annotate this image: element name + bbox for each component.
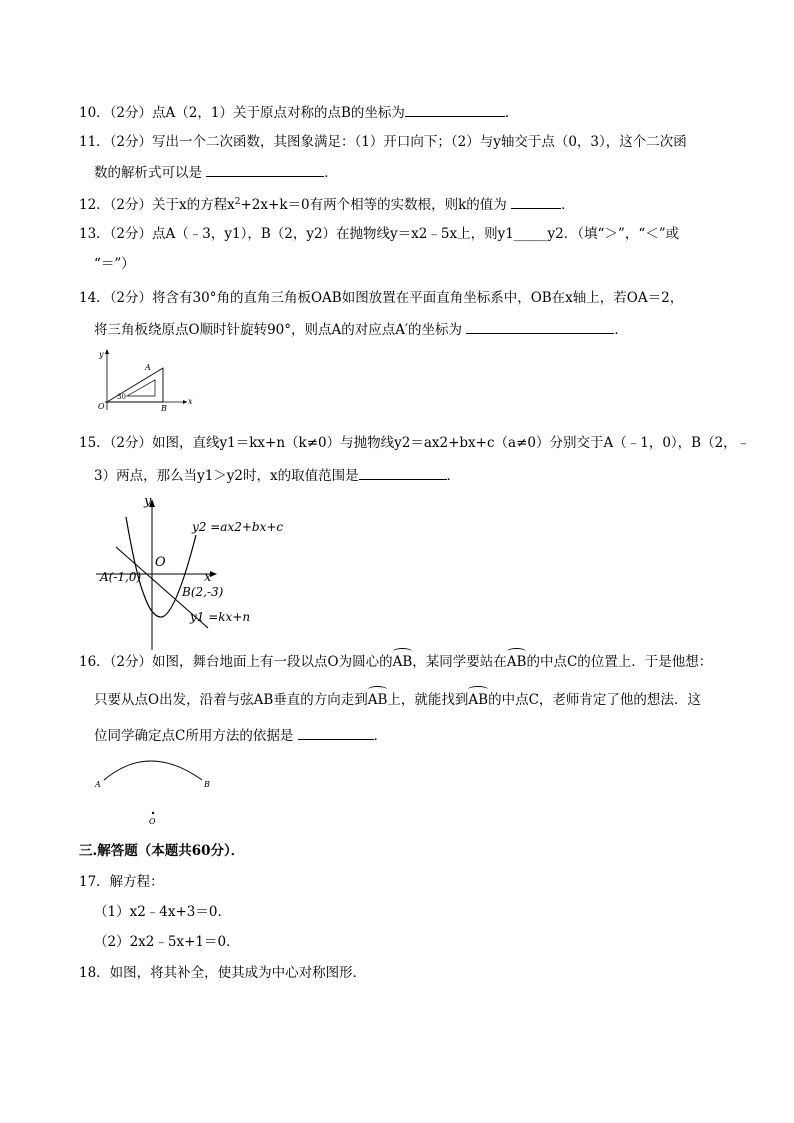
q16-text-line3: 位同学确定点C所用方法的依据是	[94, 728, 294, 744]
question-14-line2	[94, 320, 628, 339]
q16-arc-ab-1: AB	[392, 654, 413, 670]
q14-label-x: x	[188, 397, 193, 406]
q13-score: （2分）	[109, 226, 153, 242]
q14-end: ．	[614, 322, 628, 338]
q15-label-line: y1 =kx+n	[190, 610, 251, 624]
q11-score: （2分）	[109, 134, 153, 150]
q16-text-line1b: ，某同学要站在	[412, 654, 507, 670]
q12-number: 12．	[79, 197, 110, 213]
question-13-line1	[79, 225, 679, 243]
question-14-line1	[79, 289, 683, 307]
q16-text-line1a: 如图，舞台地面上有一段以点O为圆心的	[152, 654, 393, 670]
q13-text-line2: “＝”）	[94, 256, 135, 272]
q15-label-parabola: y2 =ax2+bx+c	[192, 520, 284, 534]
q15-label-y: y	[144, 494, 152, 509]
q12-text-pre: 关于x的方程x	[152, 197, 235, 213]
q16-answer-blank[interactable]	[298, 726, 374, 740]
q14-number: 14．	[79, 290, 110, 306]
q12-text-mid: +2x+k＝0有两个相等的实数根，则k的值为	[240, 197, 507, 213]
q14-triangle-inner	[127, 380, 155, 396]
q14-score: （2分）	[109, 290, 153, 306]
q13-number: 13．	[79, 226, 110, 242]
q15-label-o: O	[155, 555, 166, 570]
q10-end: ．	[504, 105, 519, 121]
q15-score: （2分）	[109, 435, 153, 451]
q10-text: 点A（2，1）关于原点对称的点B的坐标为	[152, 105, 405, 121]
question-13-line2	[94, 255, 135, 273]
q11-text-line2: 数的解析式可以是	[94, 165, 202, 181]
q10-score: （2分）	[109, 105, 153, 121]
q14-angle-label: 30	[117, 393, 126, 401]
q16-label-b: B	[204, 780, 210, 789]
q12-exponent: 2	[234, 197, 241, 207]
q16-arc-ab-3: AB	[367, 692, 388, 708]
q16-text-line1c: 的中点C的位置上．于是他想：	[526, 654, 713, 670]
q16-label-a: A	[95, 780, 101, 789]
q15-label-b: B(2,-3)	[182, 585, 224, 599]
question-11-line1	[79, 133, 687, 151]
question-17-part2: （2）2x2﹣5x+1＝0．	[94, 934, 240, 950]
q16-arc-ab-4: AB	[468, 692, 489, 708]
question-11-line2	[94, 163, 338, 182]
q15-text-line1: 如图，直线y1＝kx+n（k≠0）与抛物线y2＝ax2+bx+c（a≠0）分别交于A（﹣1，0），B（2，﹣	[152, 435, 751, 451]
q10-number: 10．	[79, 105, 110, 121]
question-16-line1	[79, 653, 712, 671]
question-17-part1: （1）x2﹣4x+3＝0．	[94, 904, 231, 920]
question-16-line3	[94, 726, 387, 745]
q16-arc	[104, 761, 202, 780]
q14-label-y: y	[99, 350, 104, 359]
q15-figure	[96, 495, 286, 655]
q12-answer-blank[interactable]	[511, 195, 561, 209]
q11-end: ．	[324, 165, 338, 181]
q14-y-arrow	[105, 349, 109, 354]
section-3-heading: 三.解答题（本题共60分）．	[79, 843, 245, 859]
q16-label-o: O	[149, 817, 156, 826]
q13-text-line1: 点A（﹣3，y1），B（2，y2）在抛物线y＝x2﹣5x上，则y1_____y2．（填“＞”，“＜”或	[152, 226, 680, 242]
q14-label-b: B	[161, 404, 167, 413]
q14-triangle-outer	[107, 368, 163, 402]
q11-number: 11．	[79, 134, 110, 150]
q15-end: ．	[446, 468, 461, 484]
q16-end: ．	[373, 728, 388, 744]
q11-answer-blank[interactable]	[206, 163, 324, 177]
q16-text-line2a: 只要从点O出发，沿着与弦AB垂直的方向走到	[94, 692, 368, 708]
q11-text-line1: 写出一个二次函数，其图象满足：（1）开口向下；（2）与y轴交于点（0，3），这个二次函	[152, 134, 687, 150]
q16-text-line2c: 的中点C，老师肯定了他的想法．这	[488, 692, 701, 708]
q15-text-line2: 3）两点，那么当y1＞y2时，x的取值范围是	[94, 468, 359, 484]
q10-answer-blank[interactable]	[405, 103, 505, 117]
q12-end: ．	[561, 197, 575, 213]
q16-number: 16．	[79, 654, 110, 670]
q14-text-line2: 将三角板绕原点O顺时针旋转90°，则点A的对应点A′的坐标为	[94, 322, 463, 338]
q14-answer-blank[interactable]	[466, 320, 614, 334]
q12-score: （2分）	[109, 197, 153, 213]
q16-arc-ab-2: AB	[506, 654, 527, 670]
q15-answer-blank[interactable]	[359, 466, 447, 480]
question-15-line2	[94, 466, 460, 485]
q14-label-a: A	[145, 363, 151, 372]
q15-label-x: x	[204, 570, 212, 585]
q16-score: （2分）	[109, 654, 153, 670]
q16-center-point	[152, 812, 154, 814]
q14-text-line1: 将含有30°角的直角三角板OAB如图放置在平面直角坐标系中，OB在x轴上，若OA＝2，	[152, 290, 684, 306]
q14-label-o: O	[98, 402, 105, 411]
question-15-line1	[79, 434, 750, 452]
q14-x-arrow	[183, 400, 187, 404]
q16-figure	[92, 752, 222, 832]
question-16-line2	[94, 691, 701, 709]
question-12	[79, 195, 575, 214]
q16-text-line2b: 上，就能找到	[387, 692, 469, 708]
q15-label-a: A(-1,0)	[100, 570, 142, 584]
question-17-title: 17．解方程：	[79, 874, 164, 890]
question-10	[79, 103, 518, 122]
q14-figure	[95, 346, 195, 414]
q15-number: 15．	[79, 435, 110, 451]
question-18-title: 18．如图，将其补全，使其成为中心对称图形．	[79, 965, 367, 981]
